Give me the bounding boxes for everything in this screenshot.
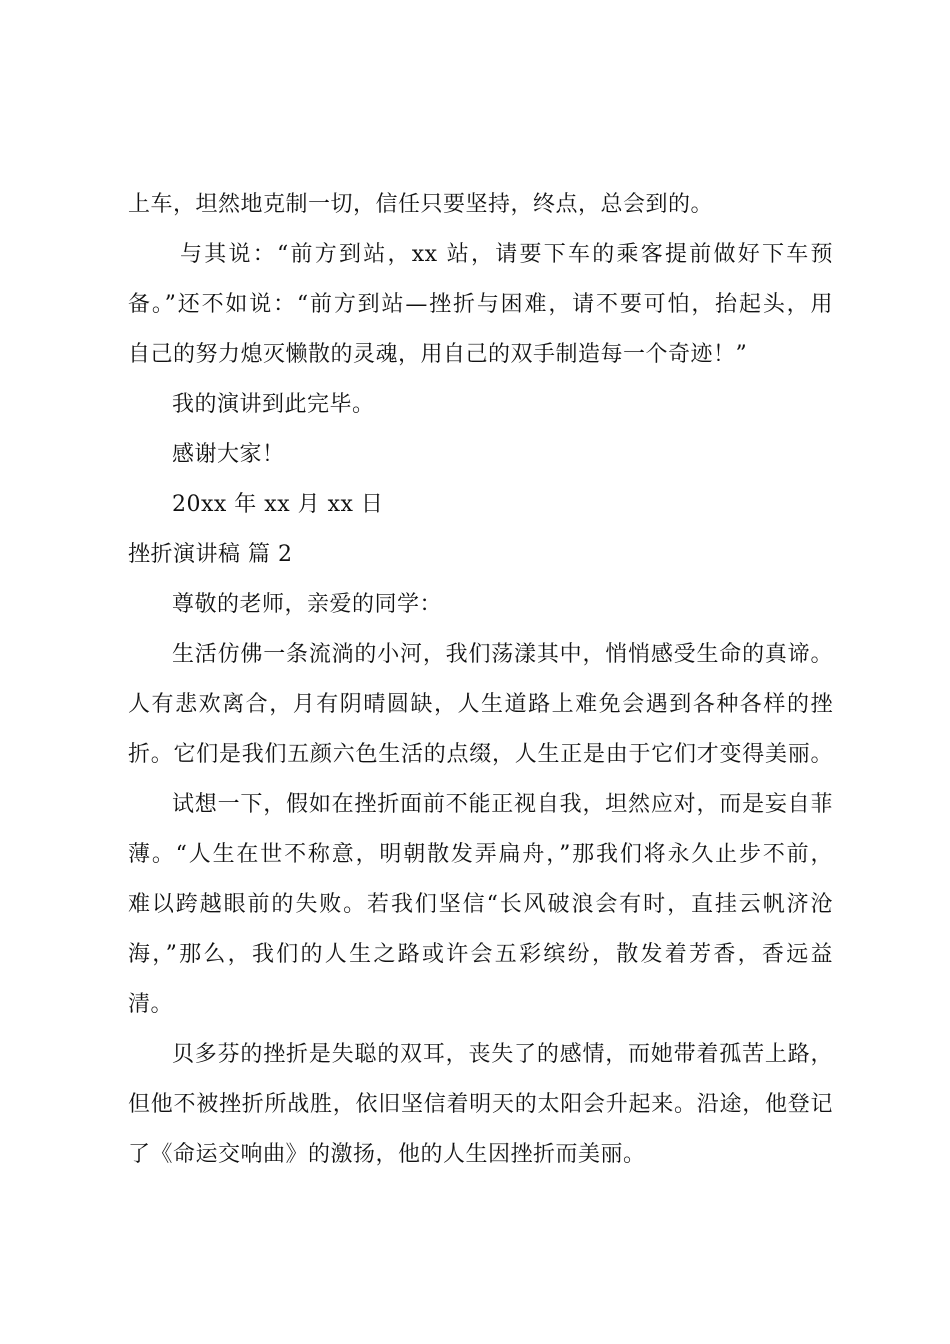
text-line: 清。 — [128, 992, 174, 1017]
text-line: 自己的努力熄灭懒散的灵魂，用自己的双手制造每一个奇迹！” — [128, 342, 748, 367]
text-line: 与其说：“前方到站，xx 站，请要下车的乘客提前做好下车预 — [180, 242, 833, 267]
section-heading: 挫折演讲稿 篇 2 — [128, 542, 293, 567]
text-line: 人有悲欢离合，月有阴晴圆缺，人生道路上难免会遇到各种各样的挫 — [128, 692, 833, 717]
text-line: 备。”还不如说：“前方到站—挫折与困难，请不要可怕，抬起头，用 — [128, 292, 833, 317]
text-line: 但他不被挫折所战胜，依旧坚信着明天的太阳会升起来。沿途，他登记 — [128, 1092, 833, 1117]
text-line: 了《命运交响曲》的激扬，他的人生因挫折而美丽。 — [128, 1142, 646, 1167]
text-line: 折。它们是我们五颜六色生活的点缀，人生正是由于它们才变得美丽。 — [128, 742, 833, 767]
text-line: 生活仿佛一条流淌的小河，我们荡漾其中，悄悄感受生命的真谛。 — [172, 642, 833, 667]
salutation: 尊敬的老师，亲爱的同学： — [172, 592, 443, 617]
text-line: 海，”那么，我们的人生之路或许会五彩缤纷，散发着芳香，香远益 — [128, 942, 833, 967]
text-line: 我的演讲到此完毕。 — [172, 392, 375, 417]
text-line: 难以跨越眼前的失败。若我们坚信“长风破浪会有时，直挂云帆济沧 — [128, 892, 833, 917]
text-line: 贝多芬的挫折是失聪的双耳，丧失了的感情，而她带着孤苦上路， — [172, 1042, 833, 1067]
text-line: 感谢大家！ — [172, 442, 285, 467]
text-line: 薄。“人生在世不称意，明朝散发弄扁舟，”那我们将永久止步不前， — [128, 842, 833, 867]
text-line: 上车，坦然地克制一切，信任只要坚持，终点，总会到的。 — [128, 192, 714, 217]
date-line: 20xx 年 xx 月 xx 日 — [172, 492, 384, 517]
text-line: 试想一下，假如在挫折面前不能正视自我，坦然应对，而是妄自菲 — [172, 792, 833, 817]
